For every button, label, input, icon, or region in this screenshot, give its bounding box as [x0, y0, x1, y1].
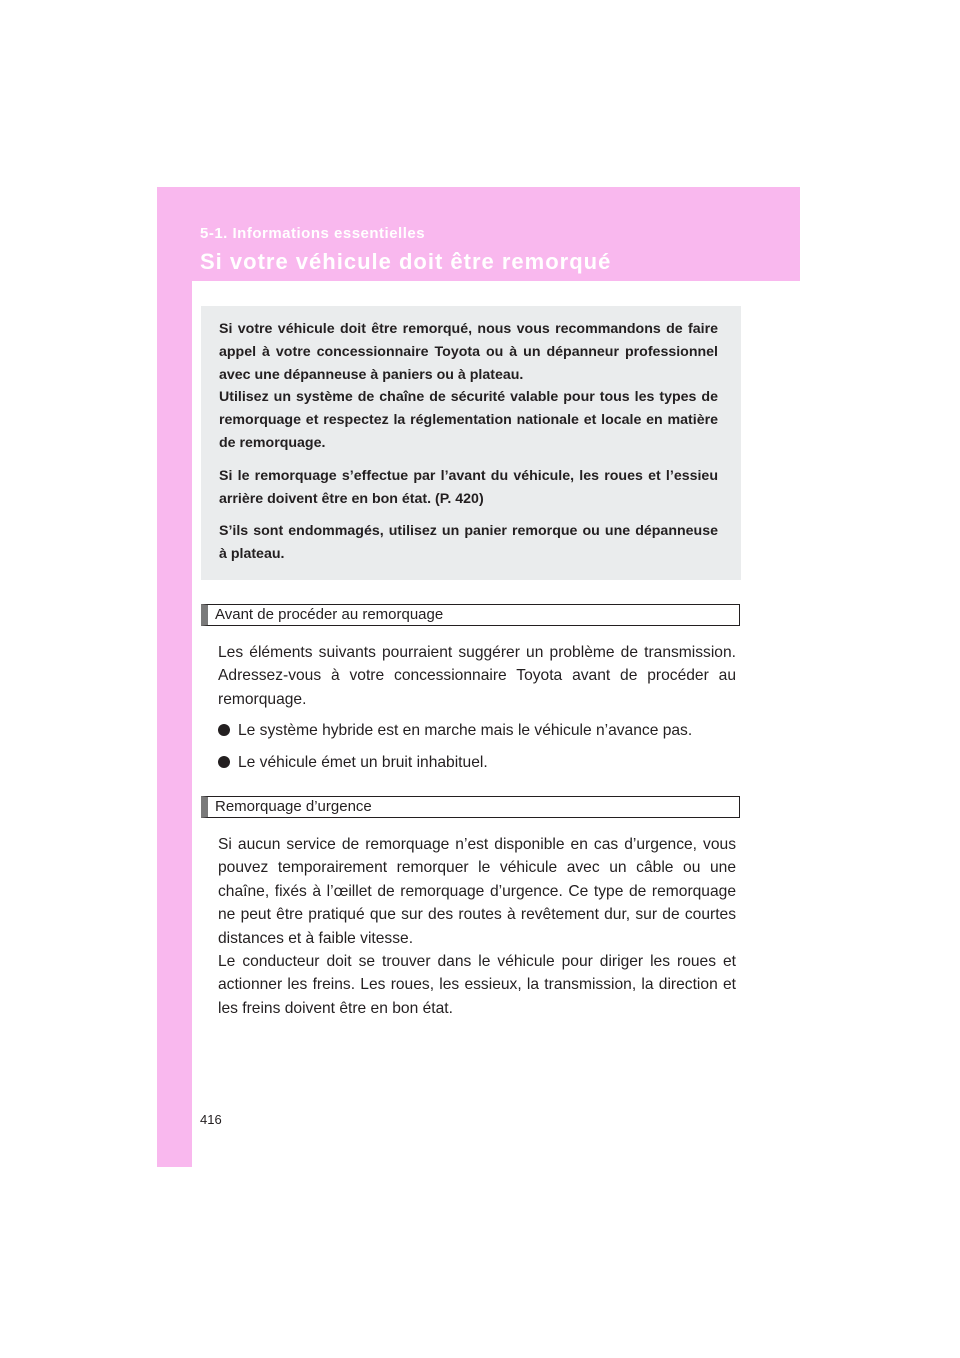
page-number: 416 [200, 1112, 222, 1127]
intro-paragraph-1: Si votre véhicule doit être remorqué, nous vous recommandons de faire appel à votre concessionnaire Toyota ou à un dépanneur professionnel avec une dépanneuse à paniers ou à plateau. [219, 321, 718, 383]
section-header-before-towing: Avant de procéder au remorquage [201, 604, 740, 626]
intro-paragraph-2: Utilisez un système de chaîne de sécurité valable pour tous les types de remorquage et respectez la réglementation nationale et locale en matière de remorquage. [219, 389, 718, 451]
section-text-before-towing: Les éléments suivants pourraient suggérer un problème de transmission. Adressez-vous à votre concessionnaire Toyota avant de procéder au remorquage. [218, 644, 736, 708]
bullet-text: Le système hybride est en marche mais le véhicule n’avance pas. [238, 722, 693, 740]
bullet-item [218, 751, 736, 774]
intro-paragraph-4: S’ils sont endommagés, utilisez un panier remorque ou une dépanneuse à plateau. [219, 523, 718, 563]
section-body-before-towing [218, 641, 736, 774]
intro-box [201, 306, 741, 580]
intro-paragraph-3: Si le remorquage s’effectue par l’avant du véhicule, les roues et l’essieu arrière doivent être en bon état. (P. 420) [219, 467, 718, 507]
section-header-emergency-towing: Remorquage d’urgence [201, 796, 740, 818]
section-body-emergency-towing [218, 833, 736, 1020]
section-paragraph-emergency-1: Si aucun service de remorquage n’est disponible en cas d’urgence, vous pouvez temporairement remorquer le véhicule avec un câble ou une chaîne, fixés à l’œillet de remorquage d’urgence. Ce type de remorquage ne peut être pratiqué que sur des routes à revêtement dur, sur de courtes distances et à faible vitesse. [218, 836, 736, 947]
section-label: 5-1. Informations essentielles [200, 225, 426, 242]
bullet-dot-icon [218, 756, 230, 768]
page-sidebar [157, 187, 192, 1167]
page-title: Si votre véhicule doit être remorqué [200, 249, 612, 274]
bullet-item [218, 719, 736, 742]
section-paragraph-emergency-2: Le conducteur doit se trouver dans le véhicule pour diriger les roues et actionner les freins. Les roues, les essieux, la transmission, la direction et les freins doivent être en bon état. [218, 953, 736, 1017]
bullet-dot-icon [218, 724, 230, 736]
bullet-text: Le véhicule émet un bruit inhabituel. [238, 753, 488, 771]
